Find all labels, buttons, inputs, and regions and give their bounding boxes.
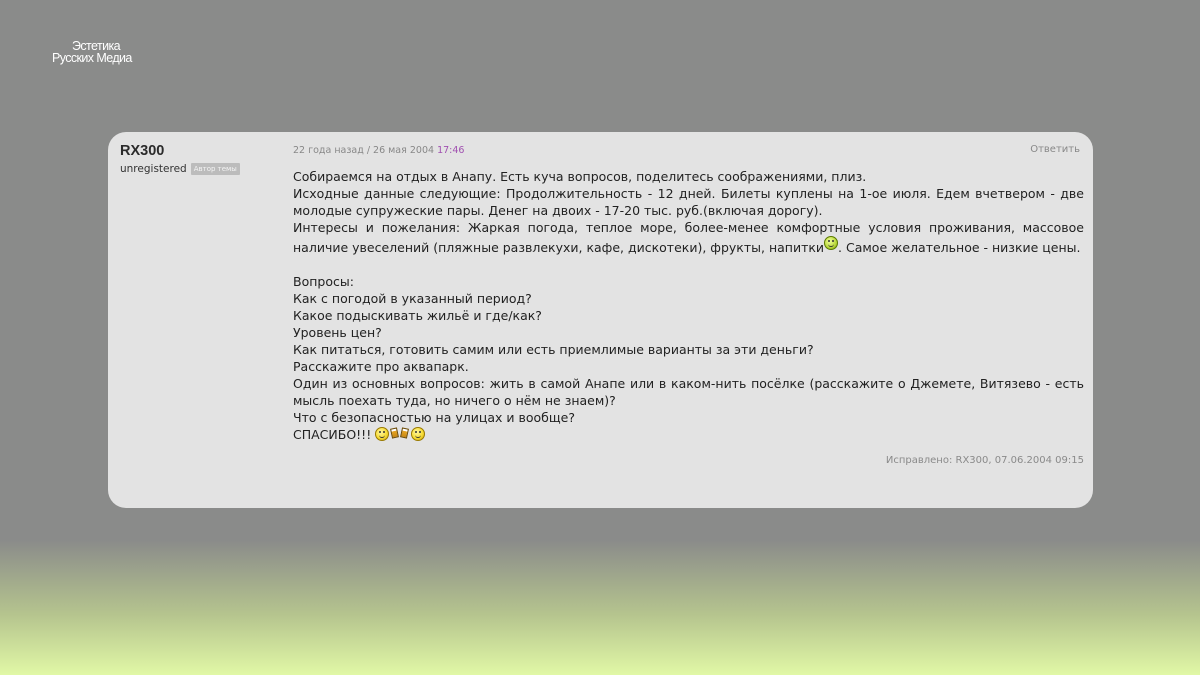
post-intro: Собираемся на отдых в Анапу. Есть куча вопросов, поделитесь соображениями, плиз. bbox=[293, 169, 867, 184]
smiley-icon bbox=[375, 427, 389, 441]
post-closing bbox=[293, 426, 1084, 443]
interests-text-start: Интересы и пожелания: Жаркая погода, теплое море, более-менее комфортные условия проживания, массовое наличие увеселений (пляжные развлекухи, кафе, дискотеки), фрукты, напитки bbox=[293, 220, 1084, 255]
topic-author-badge: Автор темы bbox=[191, 163, 240, 175]
interests-text-end: . Самое желательное - низкие цены. bbox=[838, 240, 1081, 255]
post-date: 22 года назад / 26 мая 2004 bbox=[293, 145, 435, 156]
question-item: Как с погодой в указанный период? bbox=[293, 291, 532, 306]
logo-line-2: Русских Медиа bbox=[52, 51, 132, 65]
logo-line-1: Эстетика bbox=[72, 39, 120, 53]
question-item: Какое подыскивать жильё и где/как? bbox=[293, 308, 542, 323]
author-name[interactable]: RX300 bbox=[120, 143, 165, 159]
post-interests bbox=[293, 219, 1084, 256]
post-meta bbox=[293, 145, 464, 156]
questions-header: Вопросы: bbox=[293, 274, 354, 289]
beer-mugs-icon bbox=[390, 428, 410, 439]
drinking-smiley-icon bbox=[824, 236, 838, 250]
smiley-icon bbox=[411, 427, 425, 441]
edited-note: Исправлено: RX300, 07.06.2004 09:15 bbox=[885, 455, 1084, 466]
reply-button[interactable]: Ответить bbox=[1030, 144, 1080, 155]
post-body bbox=[293, 168, 1084, 443]
post-author bbox=[120, 143, 280, 175]
question-item: Что с безопасностью на улицах и вообще? bbox=[293, 410, 575, 425]
post-source-data: Исходные данные следующие: Продолжительность - 12 дней. Билеты куплены на 1-ое июля. Едем вчетвером - две молодые супружеские пары. Денег на двоих - 17-20 тыс. руб.(включая дорогу). bbox=[293, 186, 1084, 218]
question-item: Как питаться, готовить самим или есть приемлимые варианты за эти деньги? bbox=[293, 342, 814, 357]
author-status-row bbox=[120, 163, 280, 175]
question-item: Один из основных вопросов: жить в самой Анапе или в каком-нить посёлке (расскажите о Джемете, Витязево - есть мысль поехать туда, но ничего о нём не знаем)? bbox=[293, 376, 1084, 408]
post-time: 17:46 bbox=[437, 145, 465, 156]
question-item: Расскажите про аквапарк. bbox=[293, 359, 469, 374]
question-item: Уровень цен? bbox=[293, 325, 382, 340]
brand-logo bbox=[52, 40, 132, 64]
author-status: unregistered bbox=[120, 163, 187, 175]
thanks-text: СПАСИБО!!! bbox=[293, 427, 372, 442]
forum-post bbox=[108, 132, 1093, 508]
